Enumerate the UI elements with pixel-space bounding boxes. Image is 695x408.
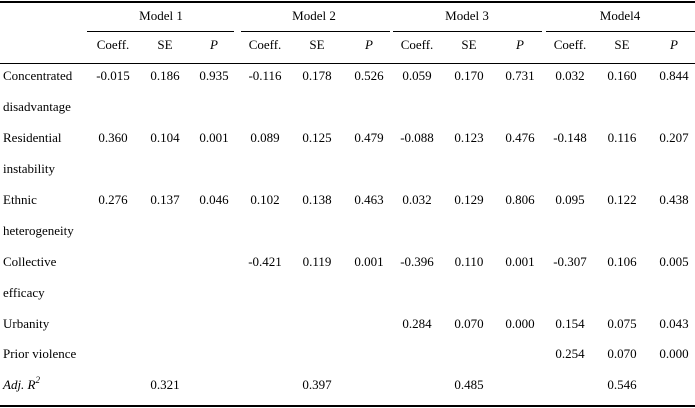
table-cell: 0.119 bbox=[302, 254, 332, 269]
table-cell: -0.116 bbox=[248, 68, 282, 83]
adj-r2-value: 0.546 bbox=[607, 377, 637, 392]
table-header-rule bbox=[0, 63, 695, 64]
model1-underline bbox=[87, 31, 234, 32]
table-cell: 0.116 bbox=[607, 130, 637, 145]
table-cell: 0.138 bbox=[302, 192, 332, 207]
row-label: Concentrated bbox=[3, 68, 73, 83]
table-bottom-rule bbox=[0, 405, 695, 407]
table-cell: 0.526 bbox=[354, 68, 384, 83]
table-cell: 0.070 bbox=[454, 316, 484, 331]
table-cell: 0.806 bbox=[505, 192, 535, 207]
table-cell: -0.396 bbox=[400, 254, 434, 269]
table-cell: 0.360 bbox=[98, 130, 128, 145]
adj-r2-value: 0.321 bbox=[150, 377, 180, 392]
table-cell: 0.479 bbox=[354, 130, 384, 145]
table-cell: 0.005 bbox=[659, 254, 689, 269]
table-cell: -0.421 bbox=[248, 254, 282, 269]
table-cell: 0.170 bbox=[454, 68, 484, 83]
table-cell: 0.844 bbox=[659, 68, 689, 83]
adj-r2-label-text: Adj. R bbox=[3, 377, 36, 392]
table-cell: 0.032 bbox=[402, 192, 432, 207]
table-cell: 0.046 bbox=[199, 192, 229, 207]
se-header: SE bbox=[614, 37, 630, 52]
table-cell: 0.125 bbox=[302, 130, 332, 145]
table-cell: 0.075 bbox=[607, 316, 637, 331]
adj-r2-label bbox=[3, 374, 40, 393]
table-cell: 0.154 bbox=[555, 316, 585, 331]
table-cell: 0.276 bbox=[98, 192, 128, 207]
table-cell: 0.476 bbox=[505, 130, 535, 145]
table-cell: 0.102 bbox=[250, 192, 280, 207]
table-cell: 0.254 bbox=[555, 346, 585, 361]
table-cell: -0.307 bbox=[553, 254, 587, 269]
se-header: SE bbox=[461, 37, 477, 52]
row-label: Residential bbox=[3, 130, 62, 145]
table-cell: 0.001 bbox=[505, 254, 535, 269]
table-cell: 0.089 bbox=[250, 130, 280, 145]
model4-underline bbox=[546, 31, 695, 32]
adj-r2-superscript: 2 bbox=[35, 374, 40, 385]
table-cell: 0.070 bbox=[607, 346, 637, 361]
table-cell: 0.122 bbox=[607, 192, 637, 207]
table-cell: 0.000 bbox=[659, 346, 689, 361]
se-header: SE bbox=[309, 37, 325, 52]
table-cell: 0.731 bbox=[505, 68, 535, 83]
coeff-header: Coeff. bbox=[400, 37, 434, 52]
table-cell: 0.160 bbox=[607, 68, 637, 83]
table-cell: 0.137 bbox=[150, 192, 180, 207]
table-cell: 0.043 bbox=[659, 316, 689, 331]
se-header: SE bbox=[157, 37, 173, 52]
model-3-header: Model 3 bbox=[445, 8, 489, 23]
table-cell: 0.935 bbox=[199, 68, 229, 83]
model3-underline bbox=[393, 31, 542, 32]
row-label: efficacy bbox=[3, 285, 45, 300]
model-2-header: Model 2 bbox=[292, 8, 336, 23]
row-label: Collective bbox=[3, 254, 57, 269]
coeff-header: Coeff. bbox=[553, 37, 587, 52]
row-label: Urbanity bbox=[3, 316, 50, 331]
table-cell: 0.186 bbox=[150, 68, 180, 83]
adj-r2-value: 0.485 bbox=[454, 377, 484, 392]
table-cell: 0.032 bbox=[555, 68, 585, 83]
adj-r2-value: 0.397 bbox=[302, 377, 332, 392]
p-header: P bbox=[670, 37, 678, 52]
table-top-rule bbox=[0, 1, 695, 3]
table-cell: 0.178 bbox=[302, 68, 332, 83]
table-cell: 0.123 bbox=[454, 130, 484, 145]
table-cell: -0.015 bbox=[96, 68, 130, 83]
model-1-header: Model 1 bbox=[139, 8, 183, 23]
table-cell: -0.088 bbox=[400, 130, 434, 145]
table-cell: 0.110 bbox=[454, 254, 484, 269]
coeff-header: Coeff. bbox=[248, 37, 282, 52]
table-cell: 0.000 bbox=[505, 316, 535, 331]
table-cell: 0.284 bbox=[402, 316, 432, 331]
table-cell: 0.438 bbox=[659, 192, 689, 207]
table-cell: 0.104 bbox=[150, 130, 180, 145]
model-4-header: Model4 bbox=[599, 8, 641, 23]
table-cell: 0.095 bbox=[555, 192, 585, 207]
table-cell: 0.207 bbox=[659, 130, 689, 145]
p-header: P bbox=[210, 37, 218, 52]
table-cell: 0.463 bbox=[354, 192, 384, 207]
model2-underline bbox=[241, 31, 390, 32]
table-cell: 0.106 bbox=[607, 254, 637, 269]
row-label: disadvantage bbox=[3, 99, 71, 114]
row-label: instability bbox=[3, 161, 55, 176]
table-cell: 0.059 bbox=[402, 68, 432, 83]
coeff-header: Coeff. bbox=[96, 37, 130, 52]
p-header: P bbox=[365, 37, 373, 52]
table-cell: 0.129 bbox=[454, 192, 484, 207]
p-header: P bbox=[516, 37, 524, 52]
table-cell: 0.001 bbox=[199, 130, 229, 145]
table-cell: 0.001 bbox=[354, 254, 384, 269]
row-label: heterogeneity bbox=[3, 223, 74, 238]
row-label: Prior violence bbox=[3, 346, 77, 361]
row-label: Ethnic bbox=[3, 192, 37, 207]
table-cell: -0.148 bbox=[553, 130, 587, 145]
